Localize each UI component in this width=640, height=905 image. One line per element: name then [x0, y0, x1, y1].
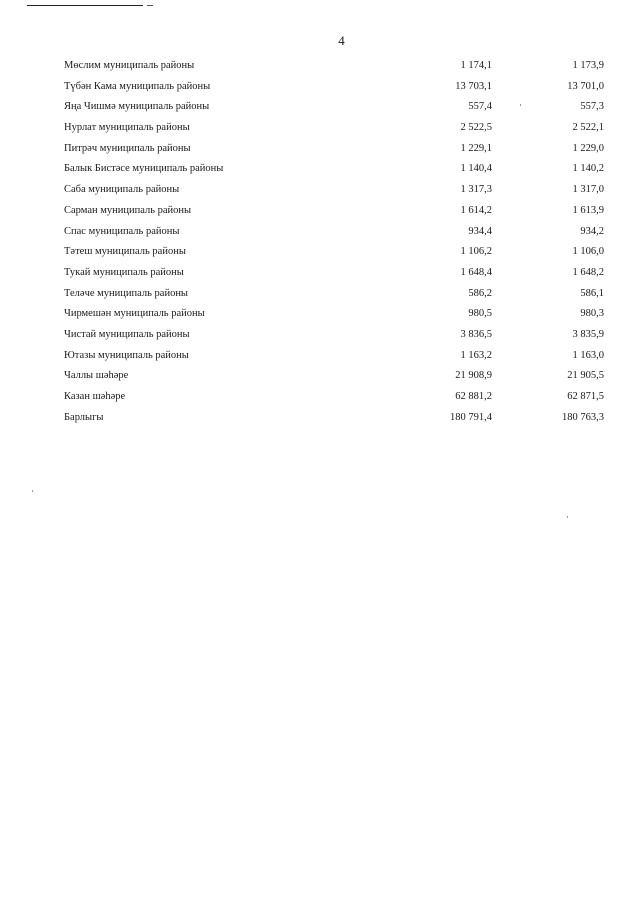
- district-name: Тукай муниципаль районы: [64, 266, 184, 278]
- table-row: [64, 387, 612, 408]
- value-column-2: 1 317,0: [572, 184, 604, 196]
- district-name: Ютазы муниципаль районы: [64, 349, 189, 361]
- table-row: [64, 159, 612, 180]
- value-column-1: 980,5: [468, 308, 492, 320]
- value-column-1: 1 163,2: [460, 349, 492, 361]
- table-row: [64, 366, 612, 387]
- table-row: [64, 139, 612, 160]
- scan-speck: [520, 104, 521, 106]
- value-column-1: 2 522,5: [460, 122, 492, 134]
- value-column-1: 62 881,2: [455, 391, 492, 402]
- scan-speck: [567, 516, 568, 518]
- table-row: [64, 118, 612, 139]
- value-column-2: 934,2: [580, 225, 604, 237]
- district-name: Спас муниципаль районы: [64, 225, 180, 237]
- district-name: Чаллы шәһәре: [64, 370, 129, 382]
- table-row: [64, 201, 612, 222]
- value-column-2: 1 140,2: [572, 163, 604, 175]
- scan-speck: [32, 490, 33, 492]
- value-column-2: 980,3: [580, 308, 604, 320]
- table-row: [64, 56, 612, 77]
- value-column-2: 1 173,9: [572, 60, 604, 71]
- district-name: Саба муниципаль районы: [64, 184, 180, 196]
- value-column-1: 1 229,1: [460, 142, 492, 154]
- value-column-1: 1 174,1: [460, 60, 492, 71]
- value-column-1: 1 614,2: [460, 204, 492, 216]
- district-name: Чистай муниципаль районы: [64, 328, 190, 340]
- value-column-1: 557,4: [468, 101, 492, 113]
- total-value-2: 180 763,3: [562, 411, 604, 423]
- value-column-2: 1 163,0: [572, 349, 604, 361]
- value-column-1: 934,4: [468, 225, 492, 237]
- value-column-1: 586,2: [468, 287, 492, 299]
- value-column-2: 1 648,2: [572, 266, 604, 278]
- value-column-2: 1 613,9: [572, 204, 604, 216]
- value-column-2: 1 106,0: [572, 246, 604, 258]
- value-column-1: 1 140,4: [460, 163, 492, 175]
- table-row: [64, 180, 612, 201]
- top-rule-tail: [147, 5, 153, 6]
- value-column-1: 21 908,9: [455, 370, 492, 382]
- table-row: [64, 346, 612, 367]
- district-name: Түбән Кама муниципаль районы: [64, 80, 211, 92]
- table-row-total: [64, 408, 612, 429]
- district-name: Питрәч муниципаль районы: [64, 142, 191, 154]
- value-column-2: 586,1: [580, 287, 604, 299]
- value-column-2: 3 835,9: [572, 328, 604, 340]
- value-column-1: 1 317,3: [460, 184, 492, 196]
- table-row: [64, 97, 612, 118]
- table-row: [64, 304, 612, 325]
- district-name: Нурлат муниципаль районы: [64, 122, 190, 134]
- value-column-2: 21 905,5: [567, 370, 604, 382]
- district-name: Чирмешән муниципаль районы: [64, 308, 205, 320]
- total-value-1: 180 791,4: [450, 411, 492, 423]
- table-row: [64, 263, 612, 284]
- value-column-2: 13 701,0: [567, 80, 604, 92]
- table-row: [64, 284, 612, 305]
- district-name: Казан шәһәре: [64, 391, 126, 402]
- total-label: Барлыгы: [64, 411, 104, 423]
- data-table: [64, 56, 612, 428]
- value-column-1: 1 106,2: [460, 246, 492, 258]
- value-column-1: 3 836,5: [460, 328, 492, 340]
- district-name: Тәтеш муниципаль районы: [64, 246, 186, 258]
- top-rule-line: [27, 5, 143, 6]
- district-name: Сарман муниципаль районы: [64, 204, 192, 216]
- table-row: [64, 242, 612, 263]
- value-column-2: 2 522,1: [572, 122, 604, 134]
- table-row: [64, 77, 612, 98]
- district-name: Яңа Чишмә муниципаль районы: [64, 101, 210, 113]
- district-name: Теләче муниципаль районы: [64, 287, 188, 299]
- value-column-2: 62 871,5: [567, 391, 604, 402]
- value-column-1: 13 703,1: [455, 80, 492, 92]
- district-name: Балык Бистәсе муниципаль районы: [64, 163, 224, 175]
- table-row: [64, 325, 612, 346]
- value-column-2: 1 229,0: [572, 142, 604, 154]
- value-column-2: 557,3: [580, 101, 604, 113]
- table-row: [64, 222, 612, 243]
- district-name: Мөслим муниципаль районы: [64, 60, 195, 71]
- page-number: 4: [338, 33, 345, 48]
- value-column-1: 1 648,4: [460, 266, 492, 278]
